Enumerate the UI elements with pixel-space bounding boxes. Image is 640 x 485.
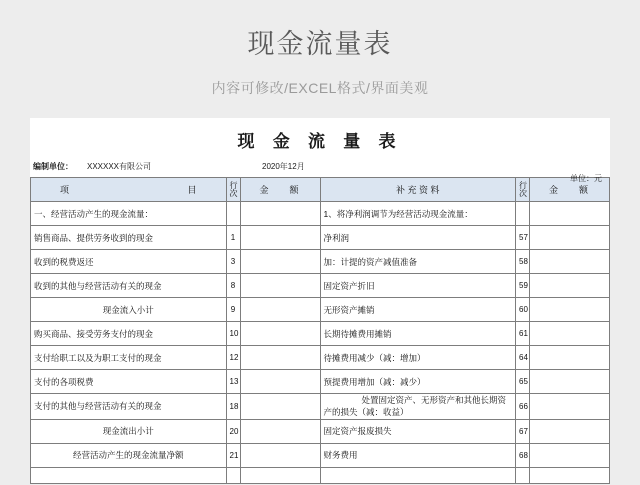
cell-right-lineno[interactable]: 64	[516, 346, 530, 370]
lineno-char2-right: 次	[519, 188, 527, 198]
cell-left-amount[interactable]	[240, 226, 320, 250]
cell-left-lineno[interactable]: 1	[226, 226, 240, 250]
cell-right-lineno[interactable]: 66	[516, 394, 530, 420]
sheet-title: 现 金 流 量 表	[237, 132, 403, 151]
cell-text-line2: 产的损失（减：收益）	[323, 407, 409, 418]
cell-right-amount[interactable]	[530, 346, 610, 370]
cell-right-item[interactable]	[320, 394, 516, 420]
table-header-row	[31, 178, 610, 202]
cell-right-amount[interactable]	[530, 250, 610, 274]
cell-left-amount[interactable]	[240, 250, 320, 274]
report-period: 2020年12月	[262, 162, 305, 171]
page-subtitle: 内容可修改/EXCEL格式/界面美观	[211, 79, 429, 96]
cell-left-amount[interactable]	[240, 322, 320, 346]
cell-right-item[interactable]: 固定资产折旧	[320, 274, 516, 298]
cell-right-lineno[interactable]: 59	[516, 274, 530, 298]
company-name: XXXXXX有限公司	[87, 162, 152, 171]
table-row	[31, 226, 610, 250]
cell-right-amount[interactable]	[530, 467, 610, 483]
cell-right-lineno[interactable]: 67	[516, 419, 530, 443]
cell-right-amount[interactable]	[530, 443, 610, 467]
cell-left-item[interactable]: 收到的税费返还	[31, 250, 227, 274]
column-header-lineno-right	[516, 178, 530, 202]
cell-left-lineno[interactable]: 10	[226, 322, 240, 346]
lineno-char1: 行	[229, 180, 238, 190]
cell-left-lineno[interactable]: 21	[226, 443, 240, 467]
cell-right-amount[interactable]	[530, 394, 610, 420]
cell-left-amount[interactable]	[240, 202, 320, 226]
cell-left-amount[interactable]	[240, 346, 320, 370]
cell-left-lineno[interactable]: 8	[226, 274, 240, 298]
item-head-char2: 目	[187, 185, 197, 195]
cell-right-amount[interactable]	[530, 202, 610, 226]
cell-right-item[interactable]: 长期待摊费用摊销	[320, 322, 516, 346]
table-row	[31, 298, 610, 322]
amount-head-char1-right: 金	[549, 185, 561, 195]
cash-flow-table	[30, 177, 610, 484]
table-row	[31, 322, 610, 346]
cell-left-item[interactable]: 经营活动产生的现金流量净额	[31, 443, 227, 467]
cell-left-item[interactable]: 购买商品、接受劳务支付的现金	[31, 322, 227, 346]
cell-left-lineno[interactable]: 9	[226, 298, 240, 322]
table-row	[31, 394, 610, 420]
column-header-amount-left	[240, 178, 320, 202]
cell-left-item[interactable]: 支付的其他与经营活动有关的现金	[31, 394, 227, 420]
cell-text-line1: 处置固定资产、无形资产和其他长期资	[361, 395, 506, 405]
cell-right-item[interactable]	[320, 467, 516, 483]
currency-unit: 单位：元	[570, 174, 602, 183]
cell-left-amount[interactable]	[240, 274, 320, 298]
cell-left-item[interactable]: 现金流入小计	[31, 298, 227, 322]
cell-left-amount[interactable]	[240, 370, 320, 394]
cell-right-item[interactable]: 净利润	[320, 226, 516, 250]
column-header-supplement: 补 充 资 料	[320, 178, 516, 202]
item-head-char1: 项	[60, 185, 70, 195]
table-row	[31, 274, 610, 298]
cell-left-item[interactable]: 收到的其他与经营活动有关的现金	[31, 274, 227, 298]
table-row	[31, 467, 610, 483]
cell-left-lineno[interactable]: 18	[226, 394, 240, 420]
cell-left-amount[interactable]	[240, 394, 320, 420]
cell-left-item[interactable]: 一、经营活动产生的现金流量：	[31, 202, 227, 226]
cell-right-amount[interactable]	[530, 419, 610, 443]
cell-left-amount[interactable]	[240, 467, 320, 483]
cell-right-lineno[interactable]: 65	[516, 370, 530, 394]
cell-left-lineno[interactable]: 3	[226, 250, 240, 274]
column-header-item-left	[31, 178, 227, 202]
table-row	[31, 202, 610, 226]
cell-left-amount[interactable]	[240, 419, 320, 443]
cell-right-amount[interactable]	[530, 370, 610, 394]
cell-left-lineno[interactable]	[226, 467, 240, 483]
cell-left-lineno[interactable]: 13	[226, 370, 240, 394]
table-row	[31, 443, 610, 467]
cell-left-item[interactable]: 支付给职工以及为职工支付的现金	[31, 346, 227, 370]
cell-left-lineno[interactable]	[226, 202, 240, 226]
cash-flow-sheet	[30, 118, 610, 484]
cell-right-amount[interactable]	[530, 298, 610, 322]
banner	[0, 0, 640, 98]
column-header-lineno-left	[226, 178, 240, 202]
lineno-char2: 次	[229, 188, 238, 198]
cell-right-item[interactable]: 1、将净利润调节为经营活动现金流量：	[320, 202, 516, 226]
cell-left-item[interactable]: 销售商品、提供劳务收到的现金	[31, 226, 227, 250]
cell-right-lineno[interactable]: 57	[516, 226, 530, 250]
cell-left-lineno[interactable]: 20	[226, 419, 240, 443]
cell-left-item[interactable]	[31, 467, 227, 483]
cell-right-item[interactable]: 财务费用	[320, 443, 516, 467]
cell-right-amount[interactable]	[530, 226, 610, 250]
amount-head-char2-right: 额	[578, 185, 590, 195]
table-row	[31, 250, 610, 274]
page-title: 现金流量表	[247, 29, 393, 59]
cell-left-item[interactable]: 支付的各项税费	[31, 370, 227, 394]
cell-right-lineno[interactable]: 68	[516, 443, 530, 467]
cell-right-item[interactable]: 待摊费用减少（减：增加）	[320, 346, 516, 370]
cell-right-lineno[interactable]	[516, 467, 530, 483]
cell-right-item[interactable]: 预提费用增加（减：减少）	[320, 370, 516, 394]
cell-right-lineno[interactable]: 60	[516, 298, 530, 322]
cell-right-item[interactable]: 无形资产摊销	[320, 298, 516, 322]
table-header	[31, 178, 610, 202]
cell-right-lineno[interactable]: 61	[516, 322, 530, 346]
sheet-meta	[30, 159, 610, 183]
table-row	[31, 346, 610, 370]
table-row	[31, 419, 610, 443]
amount-head-char2: 额	[289, 185, 301, 195]
cell-left-amount[interactable]	[240, 443, 320, 467]
lineno-char1-right: 行	[519, 180, 527, 190]
preparer-label: 编制单位：	[33, 162, 73, 171]
cell-right-amount[interactable]	[530, 274, 610, 298]
cell-left-lineno[interactable]: 12	[226, 346, 240, 370]
cell-right-item[interactable]: 加：计提的资产减值准备	[320, 250, 516, 274]
table-row	[31, 370, 610, 394]
table-body	[31, 202, 610, 484]
cell-right-item[interactable]: 固定资产报废损失	[320, 419, 516, 443]
cell-left-amount[interactable]	[240, 298, 320, 322]
cell-right-lineno[interactable]	[516, 202, 530, 226]
cell-left-item[interactable]: 现金流出小计	[31, 419, 227, 443]
amount-head-char1: 金	[259, 185, 271, 195]
cell-right-amount[interactable]	[530, 322, 610, 346]
cell-right-lineno[interactable]: 58	[516, 250, 530, 274]
